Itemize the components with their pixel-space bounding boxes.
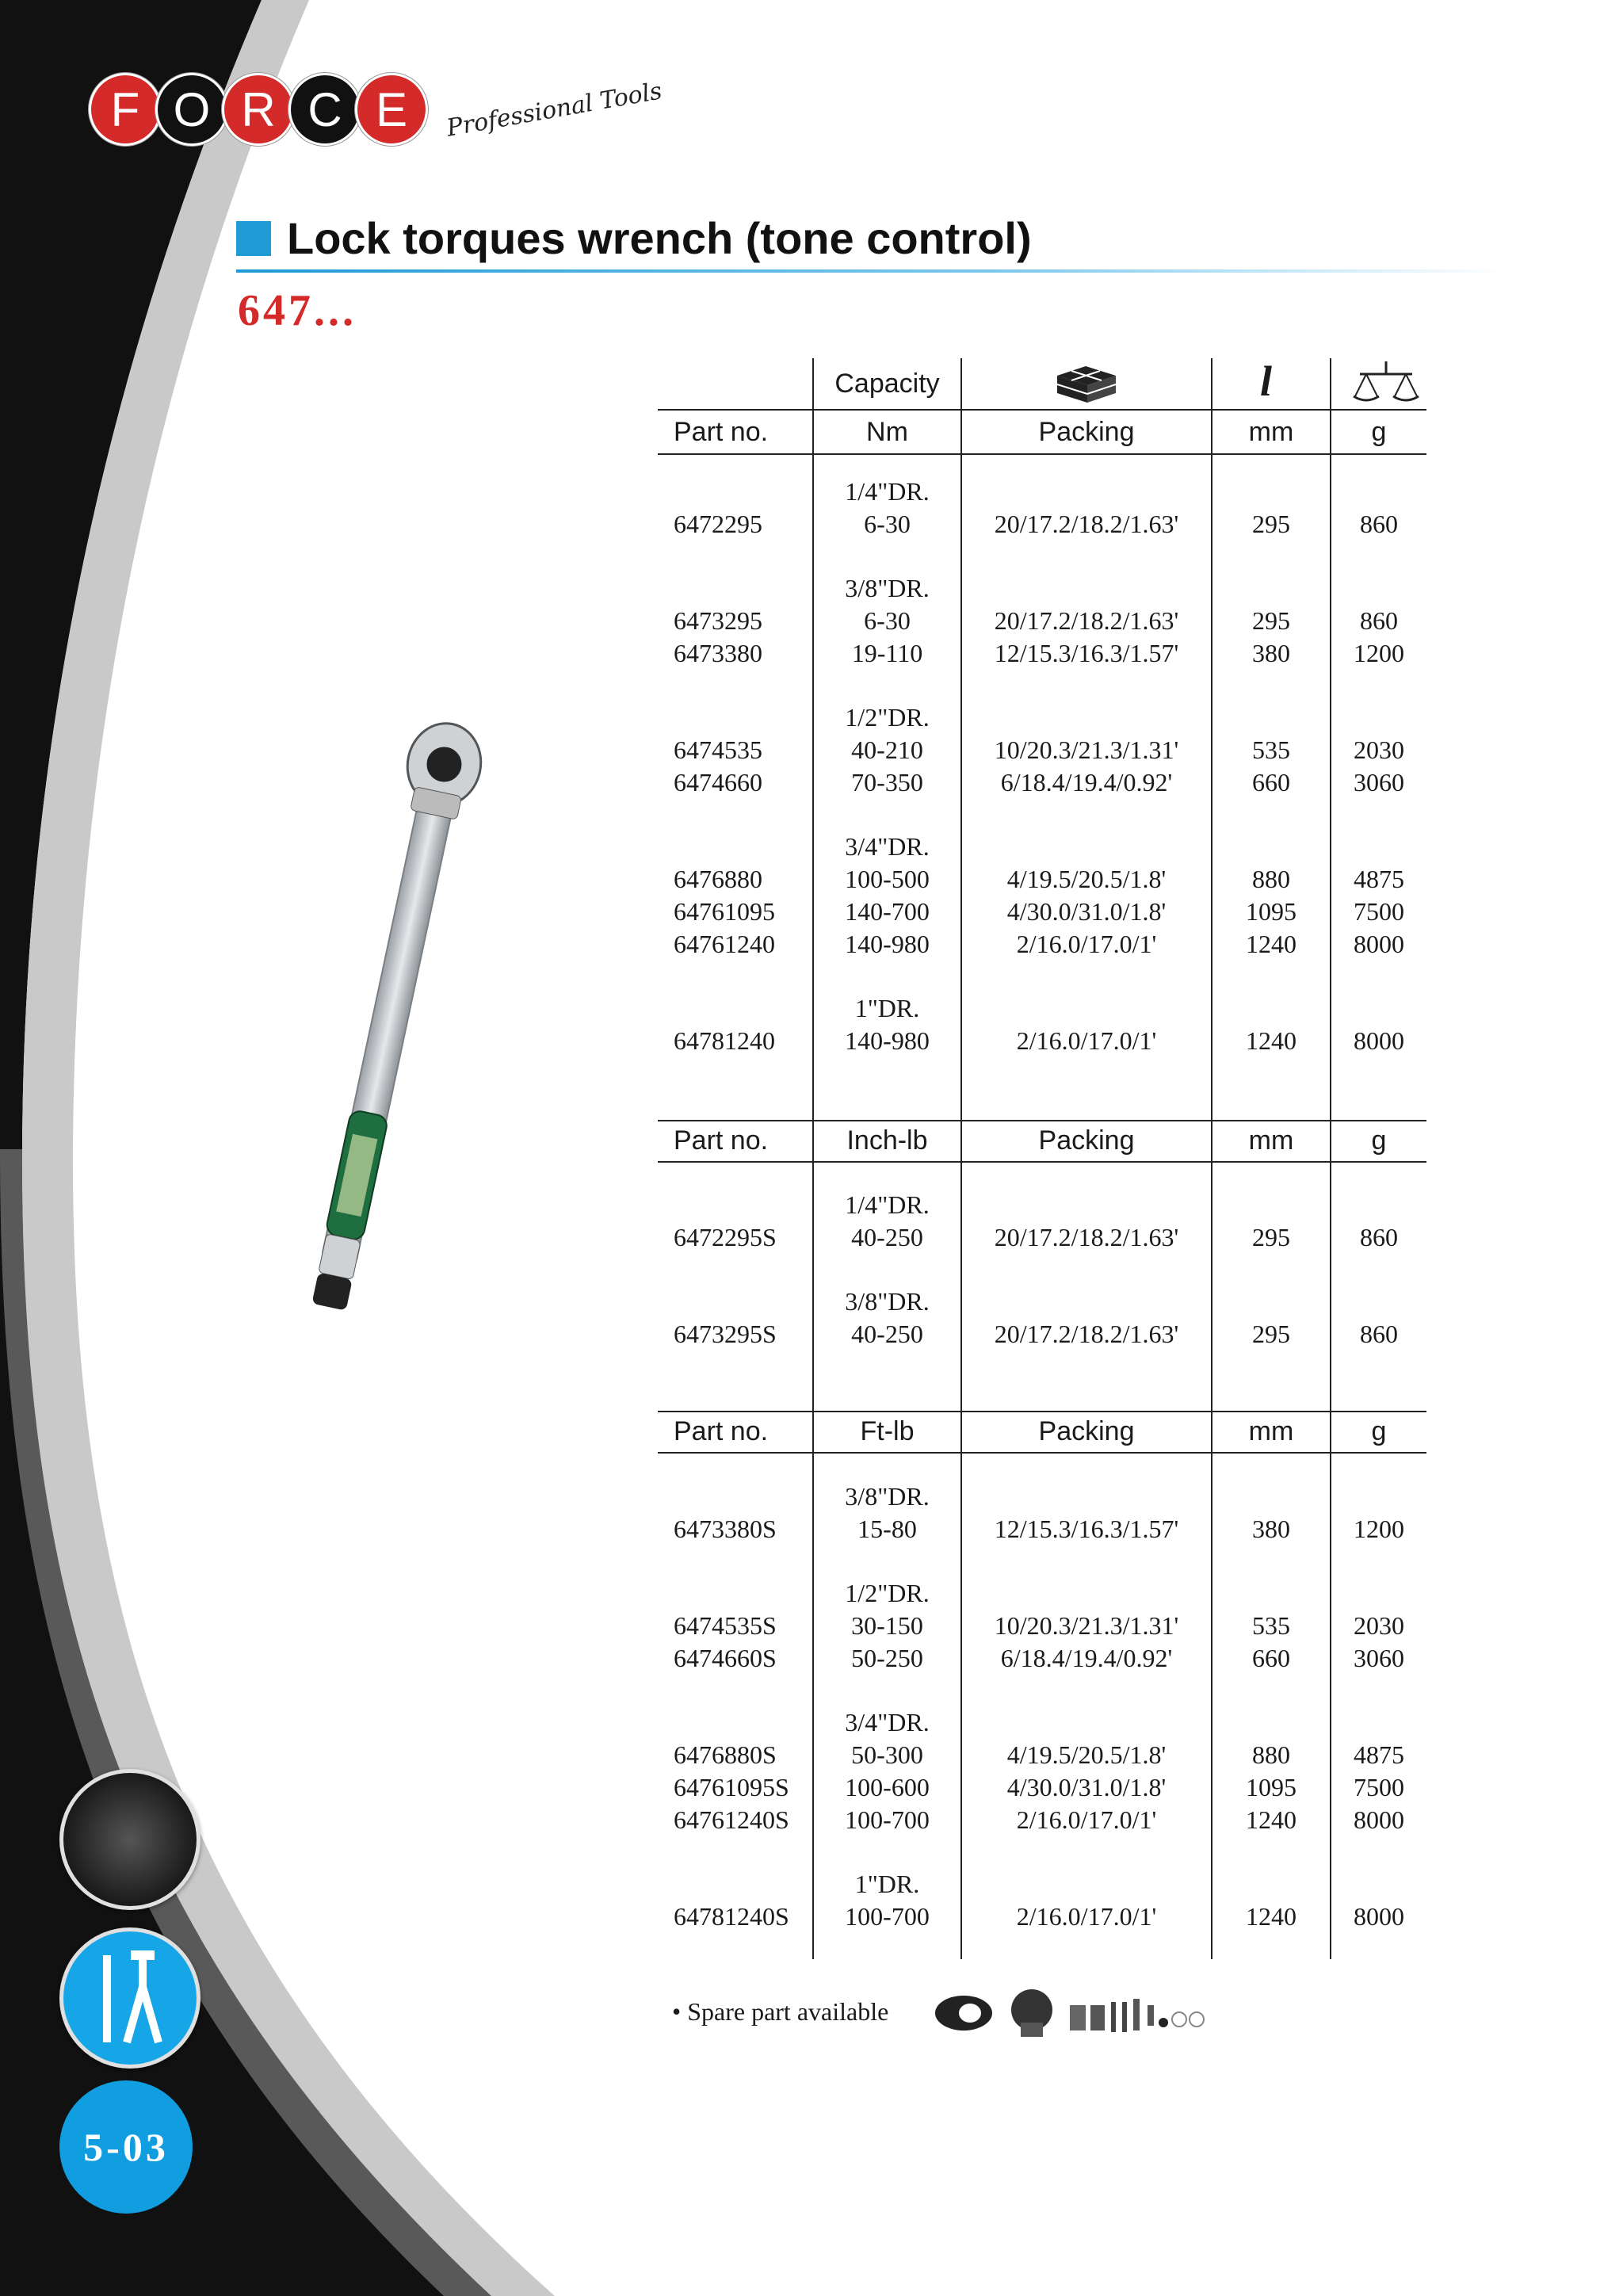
header-length: mm — [1248, 1125, 1294, 1156]
weight-value: 7500 — [1354, 1773, 1404, 1801]
capacity-value: 100-600 — [845, 1773, 930, 1801]
part-number: 6476880S — [674, 1740, 777, 1769]
length-value: 1240 — [1246, 1026, 1296, 1055]
packing-value: 10/20.3/21.3/1.31' — [994, 1611, 1179, 1640]
length-value: 295 — [1252, 1223, 1290, 1251]
capacity-value: 40-250 — [851, 1320, 923, 1348]
packing-value: 20/17.2/18.2/1.63' — [994, 1223, 1179, 1251]
capacity-value: 50-300 — [851, 1740, 923, 1769]
weight-value: 3060 — [1354, 768, 1404, 797]
part-number: 6474660 — [674, 768, 762, 797]
drive-size: 3/8"DR. — [845, 1287, 930, 1316]
packing-value: 10/20.3/21.3/1.31' — [994, 735, 1179, 764]
weight-value: 2030 — [1354, 1611, 1404, 1640]
title-underline — [236, 269, 1504, 273]
part-number: 6473380 — [674, 639, 762, 667]
header-weight: g — [1371, 1416, 1387, 1446]
capacity-value: 40-210 — [851, 735, 923, 764]
engine-icon — [59, 1769, 200, 1910]
packing-value: 2/16.0/17.0/1' — [1016, 1805, 1157, 1834]
packing-value: 20/17.2/18.2/1.63' — [994, 1320, 1179, 1348]
brand-logo — [89, 73, 663, 146]
weight-value: 8000 — [1354, 930, 1404, 958]
capacity-value: 140-980 — [845, 930, 930, 958]
logo-letter: O — [155, 73, 228, 146]
part-number: 64781240S — [674, 1902, 789, 1931]
part-number: 64761240S — [674, 1805, 789, 1834]
torque-wrench-image — [277, 709, 483, 1343]
header-weight: g — [1371, 1125, 1387, 1156]
drive-size: 1/4"DR. — [845, 1190, 930, 1219]
spare-label: Spare part available — [687, 1997, 889, 2026]
capacity-value: 6-30 — [864, 606, 911, 635]
weight-value: 2030 — [1354, 735, 1404, 764]
capacity-value: 140-980 — [845, 1026, 930, 1055]
part-number: 6473295S — [674, 1320, 777, 1348]
length-value: 880 — [1252, 1740, 1290, 1769]
packing-value: 12/15.3/16.3/1.57' — [994, 639, 1179, 667]
header-length: mm — [1248, 1416, 1294, 1446]
length-value: 880 — [1252, 865, 1290, 893]
drive-size: 1/4"DR. — [845, 477, 930, 506]
box-icon — [1054, 363, 1119, 404]
page-number: 5-03 — [59, 2080, 193, 2214]
packing-value: 12/15.3/16.3/1.57' — [994, 1515, 1179, 1543]
weight-value: 4875 — [1354, 1740, 1404, 1769]
part-number: 64781240 — [674, 1026, 775, 1055]
drive-size: 1/2"DR. — [845, 1579, 930, 1607]
capacity-value: 19-110 — [851, 639, 923, 667]
part-number: 6476880 — [674, 865, 762, 893]
packing-value: 2/16.0/17.0/1' — [1016, 1902, 1157, 1931]
length-value: 380 — [1252, 1515, 1290, 1543]
weight-value: 860 — [1360, 510, 1398, 538]
packing-value: 2/16.0/17.0/1' — [1016, 1026, 1157, 1055]
length-value: 1095 — [1246, 897, 1296, 926]
header-weight: g — [1371, 417, 1387, 447]
weight-value: 8000 — [1354, 1805, 1404, 1834]
capacity-value: 50-250 — [851, 1644, 923, 1672]
capacity-value: 30-150 — [851, 1611, 923, 1640]
length-value: 1095 — [1246, 1773, 1296, 1801]
packing-value: 20/17.2/18.2/1.63' — [994, 606, 1179, 635]
length-value: 1240 — [1246, 930, 1296, 958]
capacity-header: Capacity — [834, 369, 940, 399]
packing-value: 4/30.0/31.0/1.8' — [1006, 1773, 1167, 1801]
capacity-value: 100-700 — [845, 1805, 930, 1834]
logo-letter: F — [89, 73, 162, 146]
logo-letter: E — [355, 73, 428, 146]
header-part: Part no. — [674, 1125, 769, 1156]
part-number: 6474535S — [674, 1611, 777, 1640]
packing-value: 4/30.0/31.0/1.8' — [1006, 897, 1167, 926]
packing-value: 6/18.4/19.4/0.92' — [1000, 768, 1173, 797]
header-capacity-unit: Nm — [866, 417, 908, 447]
part-number: 6472295S — [674, 1223, 777, 1251]
length-value: 295 — [1252, 606, 1290, 635]
header-part: Part no. — [674, 1416, 769, 1446]
drive-size: 3/8"DR. — [845, 1482, 930, 1511]
logo-tagline: Professional Tools — [445, 76, 664, 143]
capacity-value: 140-700 — [845, 897, 930, 926]
weight-value: 1200 — [1354, 1515, 1404, 1543]
packing-value: 4/19.5/20.5/1.8' — [1006, 865, 1167, 893]
title-square-icon — [236, 221, 271, 256]
part-number: 6472295 — [674, 510, 762, 538]
title-row — [236, 212, 1032, 264]
logo-letter: R — [222, 73, 295, 146]
length-value: 295 — [1252, 1320, 1290, 1348]
part-number: 6474535 — [674, 735, 762, 764]
capacity-value: 40-250 — [851, 1223, 923, 1251]
capacity-value: 6-30 — [864, 510, 911, 538]
drive-size: 3/4"DR. — [845, 832, 930, 861]
header-capacity-unit: Ft-lb — [860, 1416, 915, 1446]
drive-size: 3/8"DR. — [845, 574, 930, 602]
length-value: 660 — [1252, 768, 1290, 797]
part-number: 64761095S — [674, 1773, 789, 1801]
length-value: 380 — [1252, 639, 1290, 667]
packing-value: 6/18.4/19.4/0.92' — [1000, 1644, 1173, 1672]
weight-value: 4875 — [1354, 865, 1404, 893]
drive-size: 3/4"DR. — [845, 1708, 930, 1736]
drive-size: 1/2"DR. — [845, 703, 930, 732]
packing-value: 2/16.0/17.0/1' — [1016, 930, 1157, 958]
length-value: 535 — [1252, 1611, 1290, 1640]
part-number: 64761095 — [674, 897, 775, 926]
puller-icon — [59, 1927, 200, 2069]
header-part: Part no. — [674, 417, 769, 447]
part-number: 64761240 — [674, 930, 775, 958]
capacity-value: 100-500 — [845, 865, 930, 893]
header-length: mm — [1248, 417, 1294, 447]
length-value: 295 — [1252, 510, 1290, 538]
spare-parts-image — [932, 1981, 1249, 2045]
header-capacity-unit: Inch-lb — [846, 1125, 928, 1156]
product-code: 647... — [238, 286, 357, 335]
length-value: 660 — [1252, 1644, 1290, 1672]
length-icon: l — [1260, 357, 1273, 405]
drive-size: 1"DR. — [854, 994, 920, 1022]
packing-value: 4/19.5/20.5/1.8' — [1006, 1740, 1167, 1769]
part-number: 6474660S — [674, 1644, 777, 1672]
drive-size: 1"DR. — [854, 1870, 920, 1898]
logo-letter: C — [288, 73, 361, 146]
weight-value: 860 — [1360, 1223, 1398, 1251]
length-value: 1240 — [1246, 1902, 1296, 1931]
weight-value: 860 — [1360, 1320, 1398, 1348]
part-number: 6473380S — [674, 1515, 777, 1543]
weight-value: 7500 — [1354, 897, 1404, 926]
length-value: 535 — [1252, 735, 1290, 764]
weight-value: 8000 — [1354, 1902, 1404, 1931]
capacity-value: 15-80 — [857, 1515, 917, 1543]
packing-value: 20/17.2/18.2/1.63' — [994, 510, 1179, 538]
page-title: Lock torques wrench (tone control) — [287, 213, 1032, 263]
weight-value: 8000 — [1354, 1026, 1404, 1055]
weight-value: 3060 — [1354, 1644, 1404, 1672]
part-number: 6473295 — [674, 606, 762, 635]
weight-value: 1200 — [1354, 639, 1404, 667]
header-packing: Packing — [1038, 1416, 1135, 1446]
header-packing: Packing — [1038, 417, 1135, 447]
weight-value: 860 — [1360, 606, 1398, 635]
capacity-value: 70-350 — [851, 768, 923, 797]
capacity-value: 100-700 — [845, 1902, 930, 1931]
length-value: 1240 — [1246, 1805, 1296, 1834]
header-packing: Packing — [1038, 1125, 1135, 1156]
spare-note: • Spare part available — [672, 1997, 889, 2026]
scale-icon — [1352, 358, 1420, 406]
